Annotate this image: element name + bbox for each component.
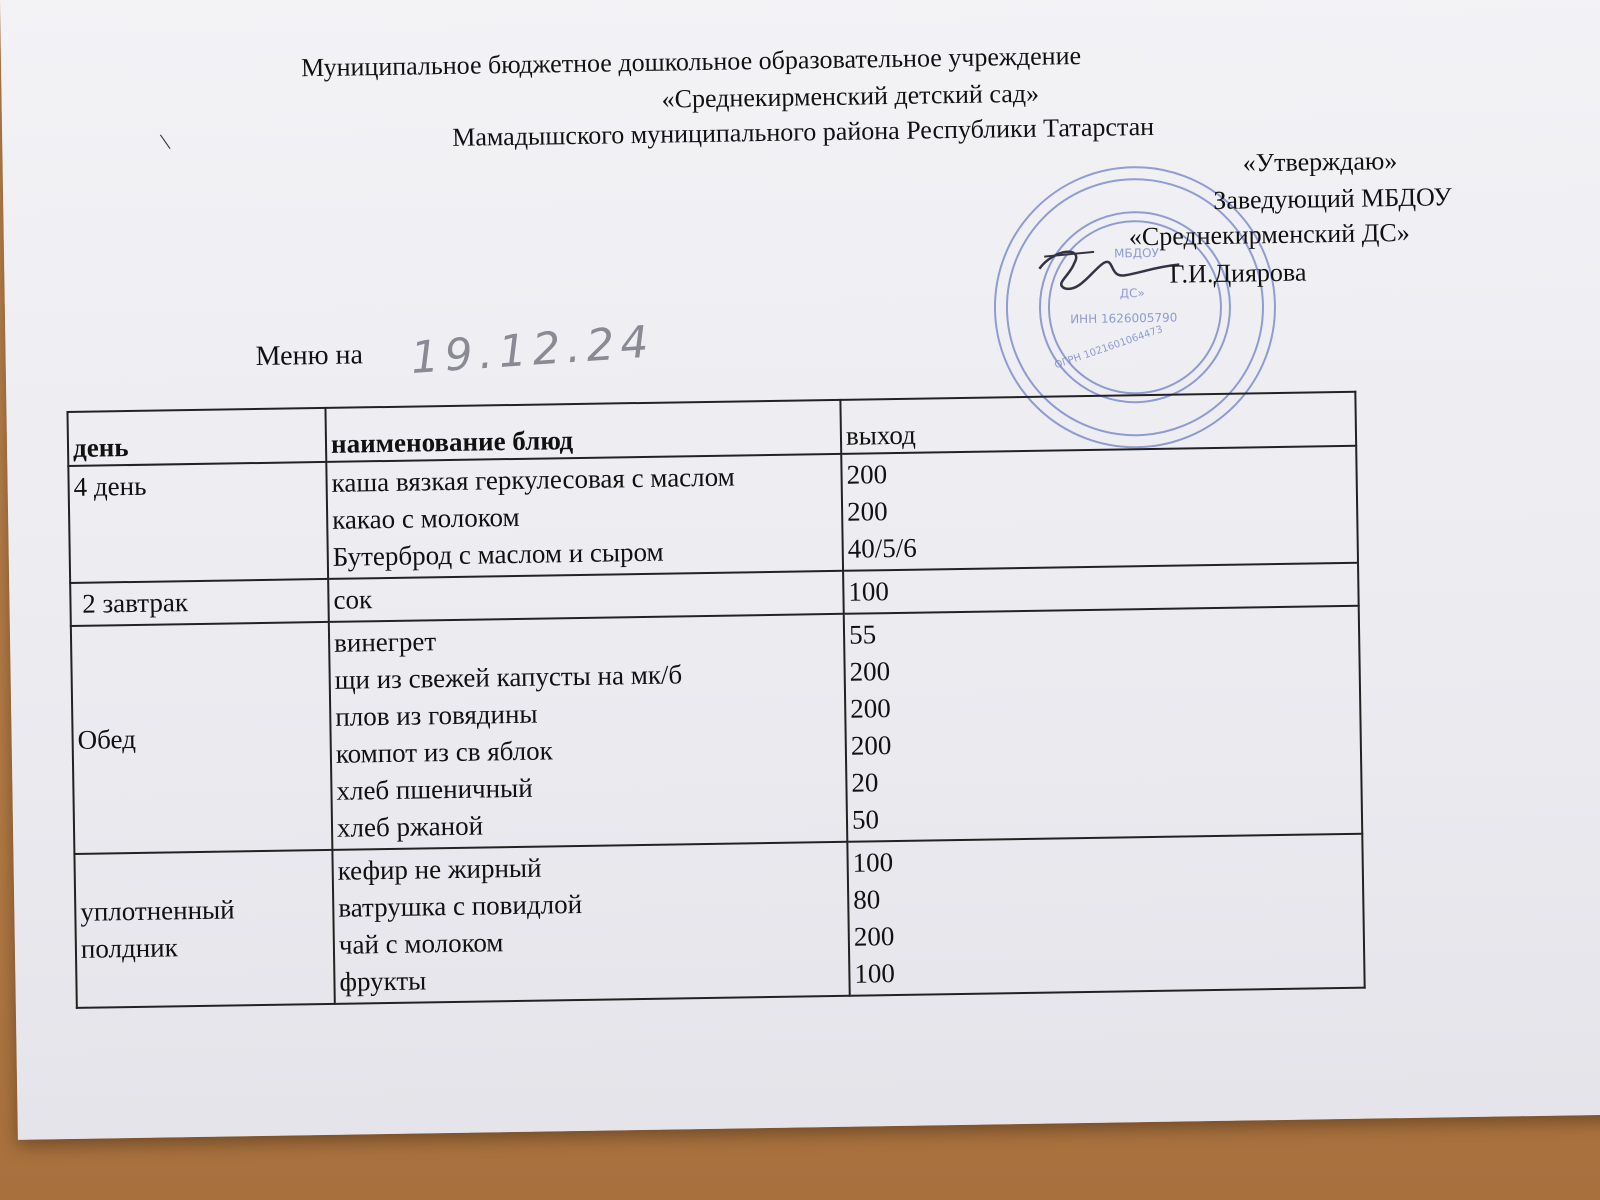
output-value: 40/5/6 — [847, 532, 917, 564]
output-cell — [844, 606, 1363, 842]
dish-item: винегрет — [333, 626, 437, 658]
day-cell: 2 завтрак — [70, 579, 329, 626]
dish-cell — [329, 614, 848, 850]
dish-item: сок — [333, 584, 373, 615]
dish-item: плов из говядины — [335, 698, 538, 732]
dish-item: кефир не жирный — [337, 852, 542, 886]
day-cell: 4 день — [68, 462, 328, 583]
column-header-dish: наименование блюд — [325, 400, 841, 462]
table-row — [71, 606, 1362, 854]
dish-item: каша вязкая геркулесовая с маслом — [331, 461, 735, 498]
output-cell — [847, 834, 1364, 996]
output-value: 200 — [849, 656, 891, 687]
output-value: 200 — [853, 921, 895, 952]
day-cell — [74, 850, 334, 1008]
stamp-center: ДС» — [1119, 286, 1145, 301]
org-name-line-2: «Среднекирменский детский сад» — [661, 78, 1040, 114]
table-row — [74, 834, 1364, 1008]
output-value: 100 — [848, 576, 890, 607]
org-name-line-1: Муниципальное бюджетное дошкольное образовательное учреждение — [300, 41, 1082, 83]
approval-line-1: «Утверждаю» — [1242, 146, 1398, 178]
day-label: полдник — [80, 932, 178, 964]
dish-item: Бутерброд с маслом и сыром — [332, 536, 664, 572]
output-value: 80 — [853, 884, 881, 915]
output-value: 55 — [848, 619, 877, 650]
dish-item: компот из св яблок — [335, 735, 553, 769]
pen-mark: \ — [158, 129, 173, 156]
dish-cell — [332, 842, 849, 1004]
menu-label: Меню на — [255, 339, 364, 373]
output-value: 20 — [851, 767, 879, 798]
dish-item: чай с молоком — [338, 927, 504, 960]
dish-item: хлеб пшеничный — [336, 772, 533, 806]
menu-table — [66, 391, 1365, 1009]
approval-line-4: Г.И.Диярова — [1169, 257, 1307, 289]
dish-item: какао с молоком — [331, 501, 520, 535]
org-name-line-3: Мамадышского муниципального района Республики Татарстан — [451, 111, 1155, 152]
output-value: 200 — [850, 693, 891, 724]
dish-item: ватрушка с повидлой — [338, 888, 583, 923]
column-header-day: день — [67, 408, 326, 466]
output-value: 200 — [846, 459, 888, 490]
dish-item: хлеб ржаной — [336, 810, 484, 843]
output-value: 100 — [854, 958, 896, 989]
output-value: 100 — [852, 847, 894, 878]
output-value: 200 — [850, 730, 892, 761]
approval-line-3: «Среднекирменский ДС» — [1128, 217, 1410, 252]
dish-cell — [326, 454, 843, 579]
output-cell — [841, 446, 1358, 571]
stamp-inn: ИНН 1626005790 — [1070, 310, 1178, 327]
menu-date: 19.12.24 — [409, 316, 656, 384]
output-value: 200 — [846, 496, 888, 527]
approval-line-2: Заведующий МБДОУ — [1213, 182, 1452, 215]
dish-item: щи из свежей капусты на мк/б — [334, 659, 683, 695]
stamp-mbdou: МБДОУ — [1114, 245, 1159, 261]
output-value: 50 — [851, 804, 880, 835]
day-cell: Обед — [71, 622, 333, 854]
stamp-ogrn: ОГРН 1021601064473 — [1053, 324, 1165, 372]
column-header-output: выход — [840, 392, 1356, 454]
day-label: уплотненный — [80, 894, 235, 927]
dish-item: фрукты — [339, 965, 427, 997]
table-row — [68, 446, 1358, 583]
